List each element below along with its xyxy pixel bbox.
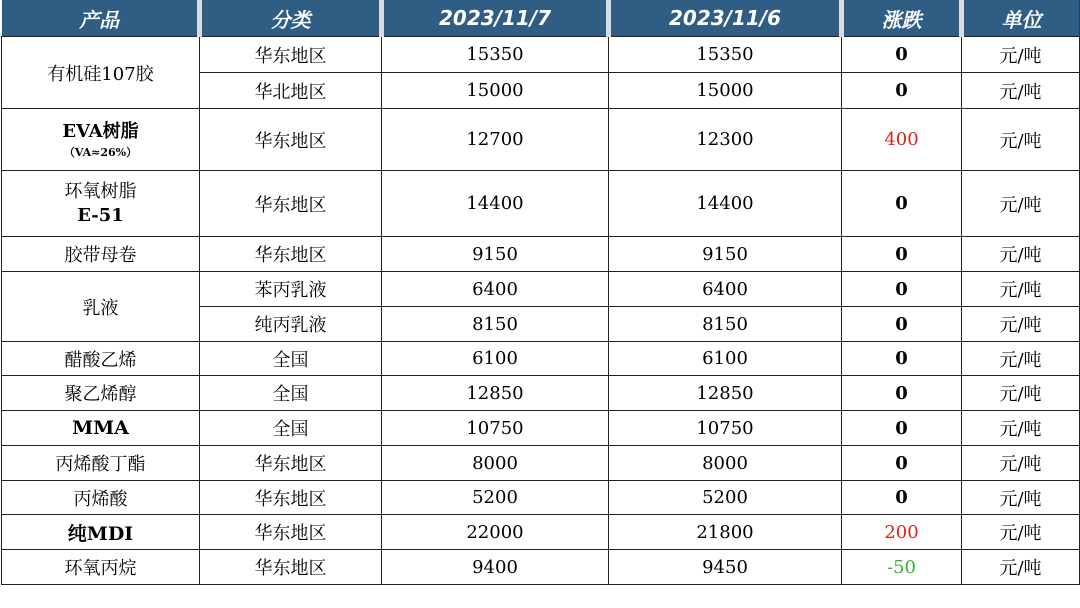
current-price-cell: 14400 (382, 171, 609, 237)
unit-cell: 元/吨 (962, 550, 1080, 585)
current-price-cell: 9400 (382, 550, 609, 585)
table-row (2, 376, 1080, 411)
current-price-cell: 15350 (382, 37, 609, 73)
unit-cell: 元/吨 (962, 481, 1080, 515)
unit-cell: 元/吨 (962, 73, 1080, 109)
product-note: （VA≈26%） (63, 146, 138, 159)
unit-cell: 元/吨 (962, 376, 1080, 411)
product-cell: MMA (2, 411, 200, 446)
unit-cell: 元/吨 (962, 109, 1080, 171)
header-change: 涨跌 (842, 0, 962, 37)
category-cell: 华东地区 (200, 446, 382, 481)
change-cell: 0 (842, 411, 962, 446)
unit-cell: 元/吨 (962, 342, 1080, 376)
current-price-cell: 8000 (382, 446, 609, 481)
current-price-cell: 12700 (382, 109, 609, 171)
category-cell: 全国 (200, 411, 382, 446)
unit-cell: 元/吨 (962, 307, 1080, 342)
header-date-previous: 2023/11/6 (609, 0, 842, 37)
current-price-cell: 22000 (382, 515, 609, 550)
table-row (2, 481, 1080, 515)
unit-cell: 元/吨 (962, 237, 1080, 272)
previous-price-cell: 10750 (609, 411, 842, 446)
table-row (2, 411, 1080, 446)
unit-cell: 元/吨 (962, 37, 1080, 73)
category-cell: 全国 (200, 342, 382, 376)
table-row (2, 515, 1080, 550)
table-row (2, 550, 1080, 585)
change-cell: 200 (842, 515, 962, 550)
change-cell: 0 (842, 376, 962, 411)
category-cell: 华北地区 (200, 73, 382, 109)
current-price-cell: 6100 (382, 342, 609, 376)
change-cell: 0 (842, 37, 962, 73)
header-product: 产品 (2, 0, 200, 37)
table-row (2, 342, 1080, 376)
current-price-cell: 10750 (382, 411, 609, 446)
unit-cell: 元/吨 (962, 446, 1080, 481)
product-name: EVA树脂 (62, 121, 139, 142)
table-row (2, 446, 1080, 481)
product-cell: 聚乙烯醇 (2, 376, 200, 411)
category-cell: 苯丙乳液 (200, 272, 382, 307)
previous-price-cell: 6100 (609, 342, 842, 376)
current-price-cell: 12850 (382, 376, 609, 411)
category-cell: 纯丙乳液 (200, 307, 382, 342)
unit-cell: 元/吨 (962, 171, 1080, 237)
category-cell: 全国 (200, 376, 382, 411)
price-table (1, 0, 1080, 585)
category-cell: 华东地区 (200, 109, 382, 171)
previous-price-cell: 14400 (609, 171, 842, 237)
change-cell: 0 (842, 171, 962, 237)
table-row (2, 237, 1080, 272)
change-cell: -50 (842, 550, 962, 585)
previous-price-cell: 5200 (609, 481, 842, 515)
product-cell: 乳液 (2, 272, 200, 342)
category-cell: 华东地区 (200, 37, 382, 73)
product-cell (2, 171, 200, 237)
product-cell: 丙烯酸 (2, 481, 200, 515)
category-cell: 华东地区 (200, 515, 382, 550)
product-cell: 环氧丙烷 (2, 550, 200, 585)
current-price-cell: 9150 (382, 237, 609, 272)
unit-cell: 元/吨 (962, 411, 1080, 446)
header-date-current: 2023/11/7 (382, 0, 609, 37)
previous-price-cell: 15000 (609, 73, 842, 109)
current-price-cell: 5200 (382, 481, 609, 515)
product-name: 环氧树脂 (64, 180, 137, 202)
current-price-cell: 15000 (382, 73, 609, 109)
category-cell: 华东地区 (200, 171, 382, 237)
change-cell: 0 (842, 446, 962, 481)
previous-price-cell: 12850 (609, 376, 842, 411)
change-cell: 400 (842, 109, 962, 171)
table-row (2, 272, 1080, 307)
previous-price-cell: 8150 (609, 307, 842, 342)
category-cell: 华东地区 (200, 481, 382, 515)
current-price-cell: 8150 (382, 307, 609, 342)
change-cell: 0 (842, 73, 962, 109)
unit-cell: 元/吨 (962, 515, 1080, 550)
product-cell: 纯MDI (2, 515, 200, 550)
product-cell: 丙烯酸丁酯 (2, 446, 200, 481)
category-cell: 华东地区 (200, 550, 382, 585)
change-cell: 0 (842, 342, 962, 376)
change-cell: 0 (842, 272, 962, 307)
change-cell: 0 (842, 307, 962, 342)
previous-price-cell: 6400 (609, 272, 842, 307)
current-price-cell: 6400 (382, 272, 609, 307)
change-cell: 0 (842, 237, 962, 272)
previous-price-cell: 9450 (609, 550, 842, 585)
unit-cell: 元/吨 (962, 272, 1080, 307)
table-row (2, 171, 1080, 237)
table-row (2, 37, 1080, 73)
product-cell: 胶带母卷 (2, 237, 200, 272)
header-category: 分类 (200, 0, 382, 37)
table-row (2, 109, 1080, 171)
product-cell: 醋酸乙烯 (2, 342, 200, 376)
header-row (2, 0, 1080, 37)
header-unit: 单位 (962, 0, 1080, 37)
product-name: 有机硅107胶 (47, 63, 154, 85)
previous-price-cell: 12300 (609, 109, 842, 171)
category-cell: 华东地区 (200, 237, 382, 272)
previous-price-cell: 8000 (609, 446, 842, 481)
product-cell (2, 109, 200, 171)
product-grade: E-51 (77, 204, 124, 226)
product-cell (2, 37, 200, 109)
change-cell: 0 (842, 481, 962, 515)
previous-price-cell: 9150 (609, 237, 842, 272)
previous-price-cell: 21800 (609, 515, 842, 550)
previous-price-cell: 15350 (609, 37, 842, 73)
